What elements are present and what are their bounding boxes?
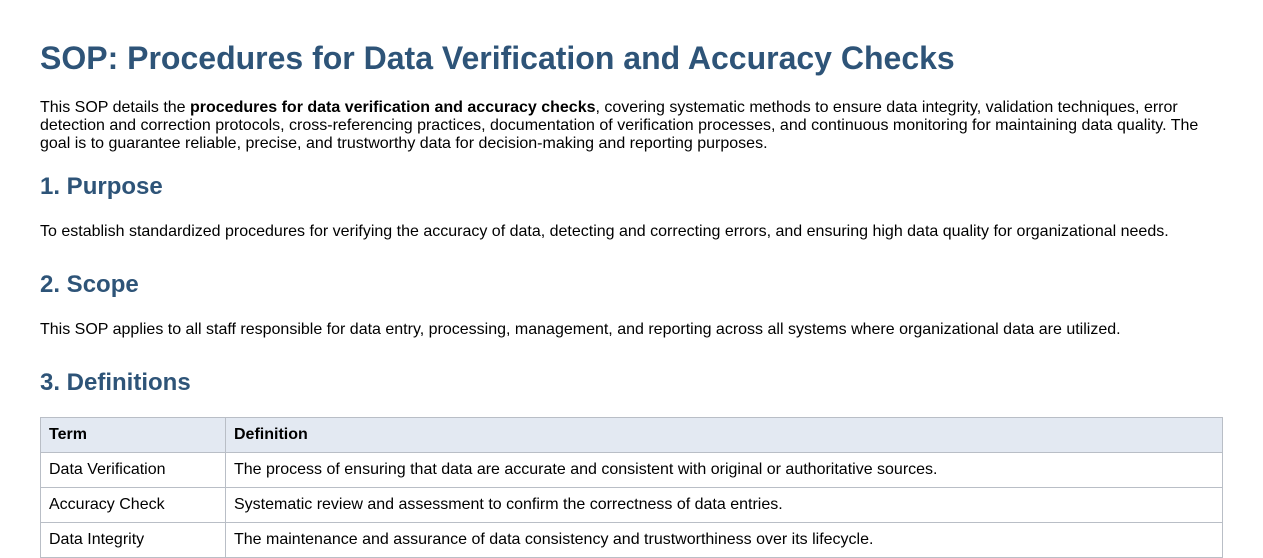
- purpose-heading: 1. Purpose: [40, 173, 163, 200]
- intro-suffix: , covering systematic methods to ensure data integrity, validation techniques, error detection and correction protocols, cross-referencing practices, documentation of verification processes, and continuous monitoring for maintaining data quality. The goal is to guarantee reliable, precise, and trustworthy data for decision-making and reporting purposes.: [40, 99, 1199, 152]
- table-row: [41, 488, 1223, 523]
- column-header-term: Term: [41, 418, 226, 453]
- table-header-row: [41, 418, 1223, 453]
- intro-paragraph: [40, 99, 1223, 153]
- definitions-table: [40, 417, 1223, 558]
- definitions-heading: 3. Definitions: [40, 369, 191, 396]
- table-row: [41, 453, 1223, 488]
- intro-bold-phrase: procedures for data verification and accuracy checks: [190, 99, 596, 116]
- scope-heading: 2. Scope: [40, 271, 139, 298]
- column-header-definition: Definition: [226, 418, 1223, 453]
- term-cell: Data Integrity: [41, 523, 226, 558]
- term-cell: Data Verification: [41, 453, 226, 488]
- term-cell: Accuracy Check: [41, 488, 226, 523]
- definition-cell: Systematic review and assessment to confirm the correctness of data entries.: [226, 488, 1223, 523]
- scope-text: This SOP applies to all staff responsible for data entry, processing, management, and reporting across all systems where organizational data are utilized.: [40, 321, 1121, 338]
- purpose-text: To establish standardized procedures for verifying the accuracy of data, detecting and correcting errors, and ensuring high data quality for organizational needs.: [40, 223, 1169, 240]
- definition-cell: The maintenance and assurance of data consistency and trustworthiness over its lifecycle.: [226, 523, 1223, 558]
- intro-prefix: This SOP details the: [40, 99, 190, 116]
- page-title: SOP: Procedures for Data Verification and Accuracy Checks: [40, 40, 955, 76]
- definition-cell: The process of ensuring that data are accurate and consistent with original or authoritative sources.: [226, 453, 1223, 488]
- table-row: [41, 523, 1223, 558]
